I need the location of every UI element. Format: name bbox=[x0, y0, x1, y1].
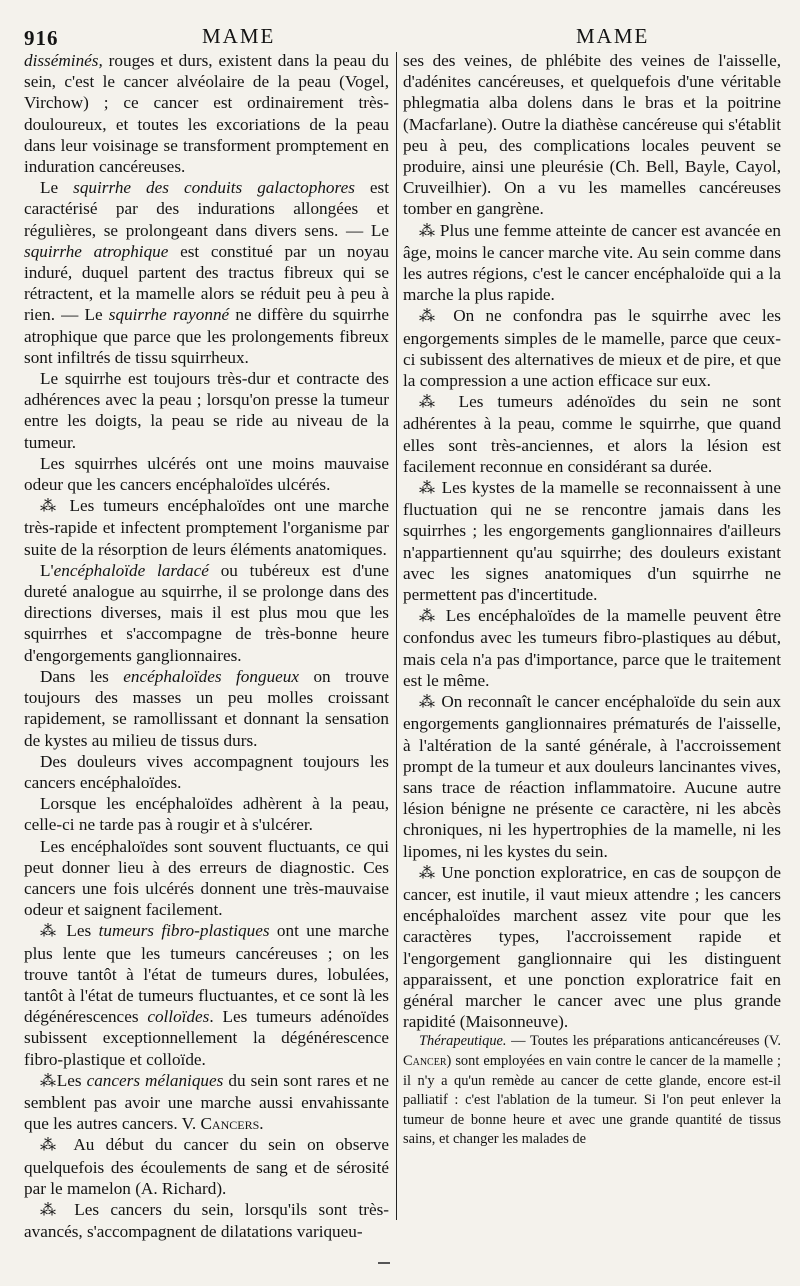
paragraph: ⁂ Les tumeurs fibro-plastiques ont une marche plus lente que les tumeurs cancéreuses ; on les trouve tantôt à l'état de tumeurs dures, lobulées, tantôt à l'état de tumeurs fluctuantes, et ce sont là les dégénérescences colloïdes. Les tumeurs adénoïdes subissent exceptionnellement la dégénérescence fibro-plastique et colloïde. bbox=[24, 921, 389, 1069]
asterism: ⁂ bbox=[419, 608, 439, 626]
page-footer-mark bbox=[378, 1262, 390, 1264]
paragraph: ⁂ Plus une femme atteinte de cancer est avancée en âge, moins le cancer marche vite. Au sein comme dans les autres régions, c'est le cancer encéphaloïde qui a la marche la plus rapide. bbox=[403, 220, 782, 305]
paragraph: Lorsque les encéphaloïdes adhèrent à la peau, celle-ci ne tarde pas à rougir et à s'ulcérer. bbox=[24, 794, 389, 835]
paragraph: ⁂ On reconnaît le cancer encéphaloïde du sein aux engorgements ganglionnaires prématurés de l'aisselle, à l'altération de la santé générale, à l'accroissement prompt de la tumeur et aux douleurs lancinantes vives, sans trace de réaction inflammatoire. Aucune autre lésion bénigne ne présente ce caractère, ni les abcès chroniques, ni les hypertrophies de la mamelle, ni les lipomes, ni les kystes du sein. bbox=[403, 692, 781, 861]
asterism: ⁂ bbox=[419, 222, 436, 240]
paragraph: Des douleurs vives accompagnent toujours les cancers encéphaloïdes. bbox=[24, 751, 389, 792]
column-divider bbox=[396, 52, 397, 1220]
asterism: ⁂ bbox=[40, 498, 61, 516]
paragraph: ⁂ On ne confondra pas le squirrhe avec les engorgements simples de le mamelle, parce que ceux-ci subissent des alternatives de mieux et de pire, et que la compression a une action efficace sur eux. bbox=[403, 306, 781, 391]
paragraph: ⁂ Les kystes de la mamelle se reconnaissent à une fluctuation qui ne se rencontre jamais dans les squirrhes ; les engorgements ganglionnaires d'ailleurs n'appartiennent qu'au squirrhe; des douleurs existant avec les signes anatomiques d'un squirrhe ne permettent pas d'incertitude. bbox=[403, 478, 782, 605]
asterism: ⁂ bbox=[419, 480, 437, 498]
paragraph: Le squirrhe des conduits galactophores est caractérisé par des indurations allongées et régulières, se prolongeant dans divers sens. — Le squirrhe atrophique est constitué par un noyau induré, duquel partent des tractus fibreux qui se rétractent, et la mamelle alors se réduit peu à peu à rien. — Le squirrhe rayonné ne diffère du squirrhe atrophique que parce que les prolongements fibreux sont infiltrés de tissu squirrheux. bbox=[24, 178, 390, 367]
asterism: ⁂ bbox=[419, 864, 436, 882]
running-head-right: MAME bbox=[576, 24, 650, 48]
paragraph: Les squirrhes ulcérés ont une moins mauvaise odeur que les cancers encéphaloïdes ulcérés. bbox=[24, 453, 389, 495]
paragraph: ⁂ Les encéphaloïdes de la mamelle peuvent être confondus avec les tumeurs fibro-plastiques au début, mais cela n'a pas d'importance, parce que le traitement est le même. bbox=[403, 606, 782, 690]
paragraph: ses des veines, de phlébite des veines de l'aisselle, d'adénites cancéreuses, et quelquefois d'une véritable phlegmatia alba dolens dans le bras et la poitrine (Macfarlane). Outre la diathèse cancéreuse qui s'établit peu à peu, des complications locales peuvent se produire, ainsi une pleurésie (Ch. Bell, Bayle, Cayol, Cruveilhier). On a vu les mamelles cancéreuses tomber en gangrène. bbox=[403, 51, 781, 219]
asterism: ⁂ bbox=[419, 694, 437, 712]
paragraph: ⁂ Les tumeurs encéphaloïdes ont une marche très-rapide et infectent promptement l'organisme par suite de la résorption de leurs éléments anatomiques. bbox=[24, 496, 390, 559]
paragraph: ⁂ Une ponction exploratrice, en cas de soupçon de cancer, est inutile, il vaut mieux attendre ; les cancers encéphaloïdes marchent assez vite pour que les caractères types, l'accroissement rapide et l'engorgement ganglionnaire qui les distinguent apparaissent, et une ponction exploratrice fait en général marcher le cancer avec une plus grande rapidité (Maisonneuve). bbox=[403, 862, 781, 1032]
paragraph: Dans les encéphaloïdes fongueux on trouve toujours des masses un peu molles croissant rapidement, se ramollissant et donnant la sensation de kystes au milieu de tissus durs. bbox=[24, 666, 389, 750]
page-header bbox=[24, 18, 782, 52]
asterism: ⁂ bbox=[419, 308, 442, 326]
asterism: ⁂ bbox=[419, 394, 445, 412]
paragraph: Le squirrhe est toujours très-dur et contracte des adhérences avec la peau ; lorsqu'on presse la tumeur entre les doigts, la peau se ride au niveau de la tumeur. bbox=[24, 369, 389, 452]
page-number: 916 bbox=[24, 26, 59, 50]
paragraph: ⁂ Les cancers du sein, lorsqu'ils sont très-avancés, s'accompagnent de dilatations variqueu- bbox=[24, 1199, 389, 1242]
paragraph: Les encéphaloïdes sont souvent fluctuants, ce qui peut donner lieu à des erreurs de diagnostic. Ces cancers une fois ulcérés donnent une très-mauvaise odeur et saignent facilement. bbox=[24, 836, 389, 920]
paragraph: ⁂ Au début du cancer du sein on observe quelquefois des écoulements de sang et de sérosité par le mamelon (A. Richard). bbox=[24, 1135, 389, 1198]
asterism: ⁂ bbox=[40, 923, 60, 941]
asterism: ⁂ bbox=[40, 1072, 57, 1090]
right-column bbox=[403, 50, 781, 1150]
paragraph: L'encéphaloïde lardacé ou tubéreux est d'une dureté analogue au squirrhe, il se prolonge dans des directions diverses, mais il est plus mou que les squirrhes et s'accompagne de très-bonne heure d'engorgements ganglionnaires. bbox=[24, 560, 389, 665]
paragraph: ⁂Les cancers mélaniques du sein sont rares et ne semblent pas avoir une marche aussi envahissante que les autres cancers. V. Cancers. bbox=[24, 1070, 390, 1134]
paragraph: disséminés, rouges et durs, existent dans la peau du sein, c'est le cancer alvéolaire de la peau (Vogel, Virchow) ; ce cancer est ordinairement très-douloureux, et toutes les excoriations de la peau dans leur voisinage se transforment promptement en induration cancéreuses. bbox=[24, 51, 389, 177]
paragraph: ⁂ Les tumeurs adénoïdes du sein ne sont adhérentes à la peau, comme le squirrhe, que quand elles sont très-anciennes, et alors la lésion est facilement reconnue en considérant sa durée. bbox=[403, 392, 781, 476]
therapeutics-paragraph: Thérapeutique. — Toutes les préparations anticancéreuses (V. Cancer) sont employées en vain contre le cancer de la mamelle ; il n'y a qu'un remède au cancer de cette glande, encore est-il palliatif : c'est l'ablation de la tumeur. Si l'on peut enlever la tumeur de bonne heure et avec une grande quantité de tissus sains, et changer les malades de bbox=[403, 1033, 781, 1148]
left-column bbox=[24, 50, 389, 1242]
asterism: ⁂ bbox=[40, 1201, 63, 1219]
running-head-left: MAME bbox=[202, 24, 276, 48]
asterism: ⁂ bbox=[40, 1137, 63, 1155]
